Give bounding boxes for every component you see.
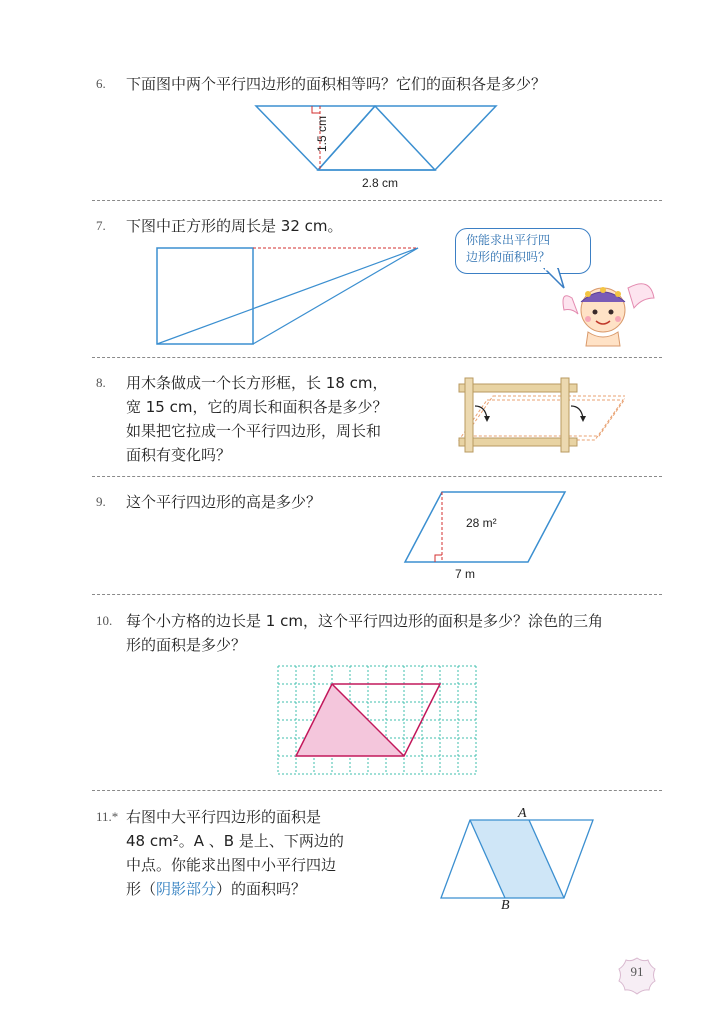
problem-11-number: 11.* bbox=[96, 809, 119, 824]
separator bbox=[92, 594, 662, 595]
separator bbox=[92, 790, 662, 791]
problem-9-number: 9. bbox=[96, 494, 106, 509]
problem-11-line-3: 中点。你能求出图中小平行四边 bbox=[126, 856, 337, 874]
point-a-label: A bbox=[518, 806, 527, 821]
problem-6-text: 下面图中两个平行四边形的面积相等吗？它们的面积各是多少？ bbox=[126, 75, 547, 93]
problem-11-figure bbox=[438, 812, 598, 902]
problem-7-text: 下图中正方形的周长是 32 cm。 bbox=[126, 217, 343, 235]
problem-8-line-2: 宽 15 cm，它的周长和面积各是多少？ bbox=[126, 398, 388, 416]
problem-10-line-2: 形的面积是多少？ bbox=[126, 636, 247, 654]
problem-8-figure bbox=[455, 376, 625, 461]
problem-6-number: 6. bbox=[96, 76, 106, 91]
page-number: 91 bbox=[630, 964, 644, 979]
cupid-mascot-icon bbox=[558, 268, 658, 348]
problem-11-line-4 bbox=[126, 877, 306, 901]
shaded-part-label: 阴影部分 bbox=[156, 880, 217, 898]
problem-8-line-1: 用木条做成一个长方形框，长 18 cm， bbox=[126, 374, 388, 392]
problem-8-number: 8. bbox=[96, 375, 106, 390]
point-b-label: B bbox=[501, 898, 510, 913]
problem-8-line-4: 面积有变化吗？ bbox=[126, 446, 232, 464]
bubble-line-2: 边形的面积吗？ bbox=[466, 250, 551, 264]
problem-6-height-label: 1.5 cm bbox=[315, 115, 330, 153]
separator bbox=[92, 476, 662, 477]
problem-10-line-1: 每个小方格的边长是 1 cm，这个平行四边形的面积是多少？涂色的三角 bbox=[126, 612, 603, 630]
problem-10-grid-figure bbox=[276, 664, 480, 778]
problem-7-number: 7. bbox=[96, 218, 106, 233]
problem-11-line-1: 右图中大平行四边形的面积是 bbox=[126, 808, 322, 826]
problem-10-number: 10. bbox=[96, 613, 113, 628]
bubble-line-1: 你能求出平行四 bbox=[466, 233, 551, 247]
problem-7-figure bbox=[150, 240, 430, 350]
problem-6-base-label: 2.8 cm bbox=[362, 176, 399, 190]
problem-11-line-2: 48 cm²。A 、B 是上、下两边的 bbox=[126, 832, 344, 850]
separator bbox=[92, 200, 662, 201]
problem-9-text: 这个平行四边形的高是多少？ bbox=[126, 493, 322, 511]
separator bbox=[92, 357, 662, 358]
grid-lines bbox=[278, 666, 476, 774]
problem-9-area-label: 28 m² bbox=[466, 516, 497, 530]
problem-11-line-4-start: 形（ bbox=[126, 880, 157, 898]
problem-8-line-3: 如果把它拉成一个平行四边形，周长和 bbox=[126, 422, 382, 440]
problem-11-line-4-end: ）的面积吗？ bbox=[216, 880, 307, 898]
problem-9-base-label: 7 m bbox=[455, 567, 476, 581]
